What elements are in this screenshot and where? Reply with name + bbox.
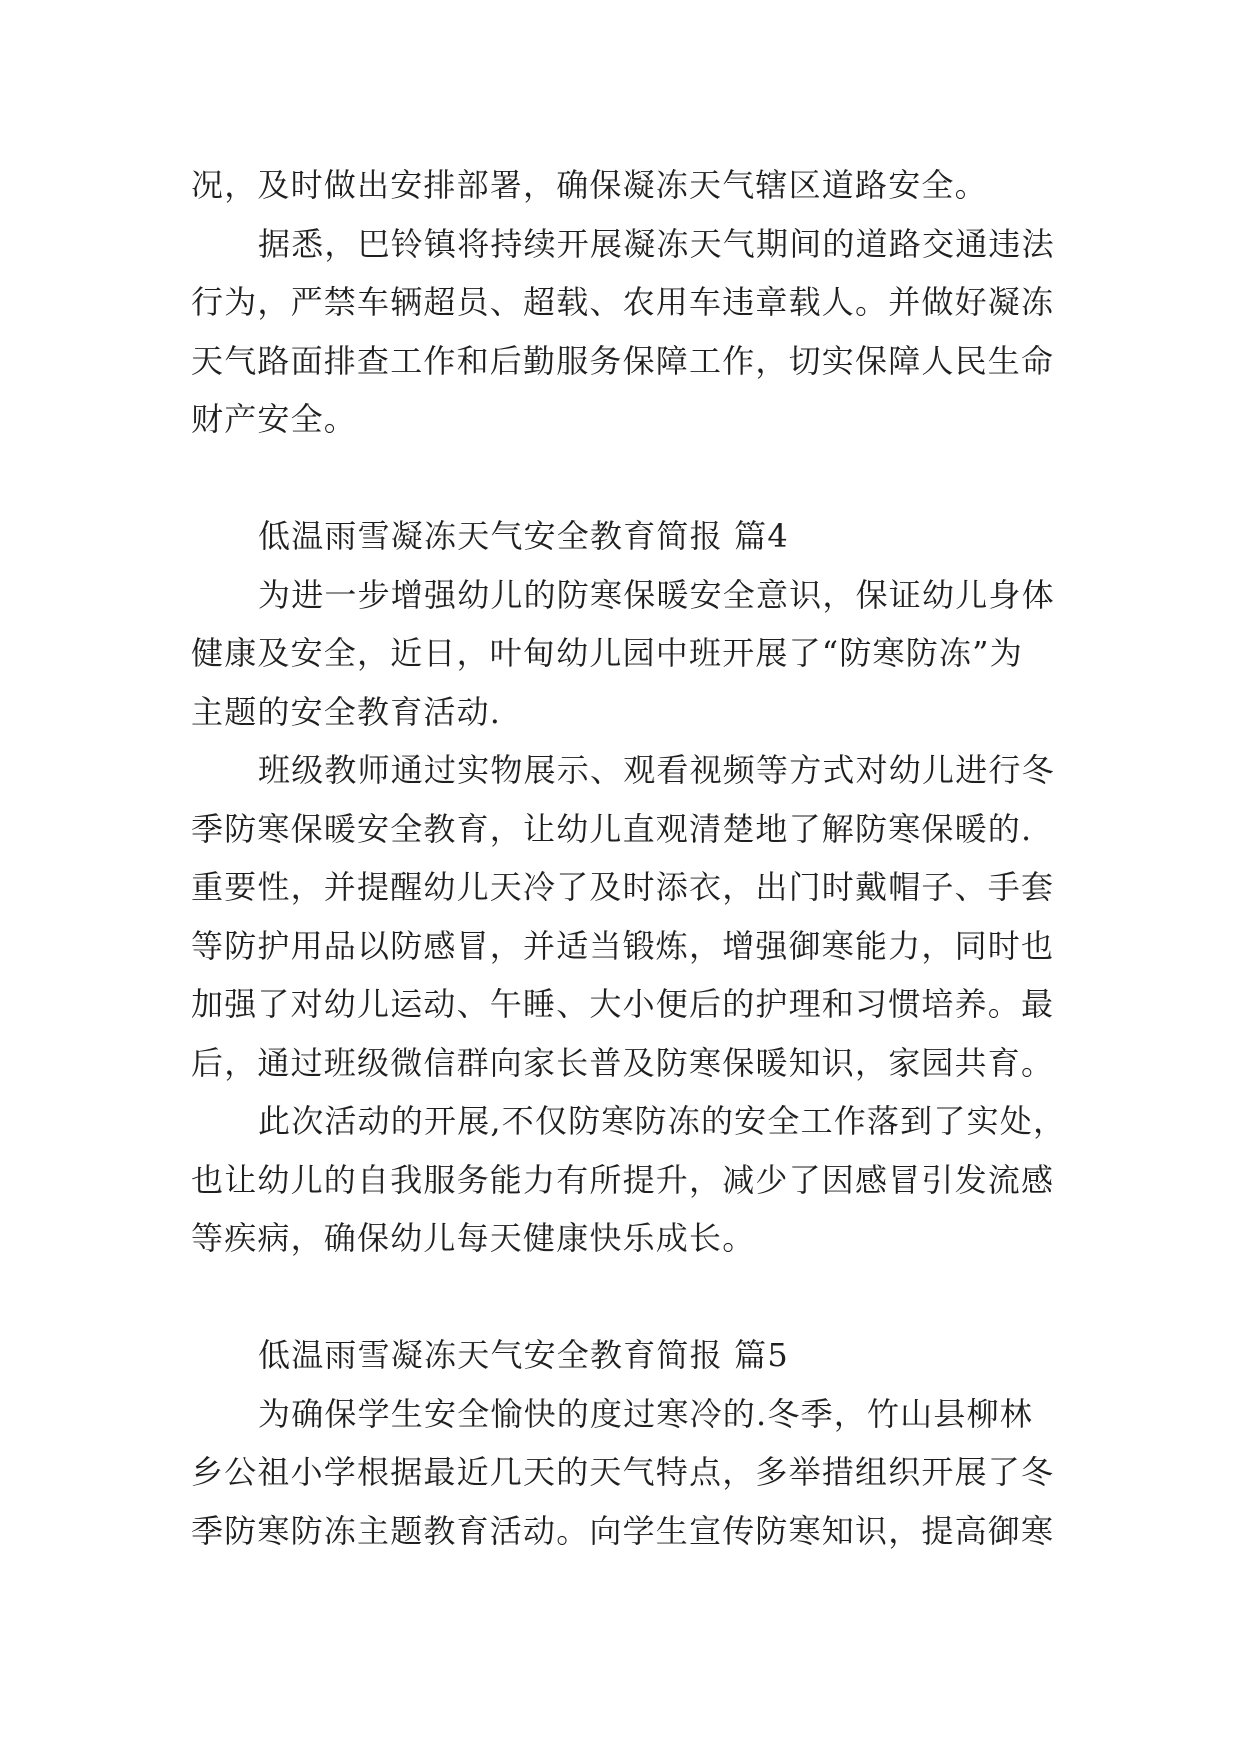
paragraph-line: 主题的安全教育活动. — [191, 692, 502, 731]
paragraph-line: 天气路面排查工作和后勤服务保障工作，切实保障人民生命 — [191, 341, 1055, 380]
paragraph-line: 况，及时做出安排部署，确保凝冻天气辖区道路安全。 — [191, 166, 988, 204]
paragraph-line: 此次活动的开展,不仅防寒防冻的安全工作落到了实处， — [258, 1102, 1067, 1140]
paragraph-line: 后，通过班级微信群向家长普及防寒保暖知识，家园共育。 — [191, 1043, 1055, 1082]
paragraph-line: 为进一步增强幼儿的防寒保暖安全意识，保证幼儿身体 — [258, 575, 1055, 614]
blank-line — [191, 449, 1091, 508]
paragraph-line: 也让幼儿的自我服务能力有所提升，减少了因感冒引发流感 — [191, 1160, 1055, 1199]
paragraph-line: 重要性，并提醒幼儿天冷了及时添衣，出门时戴帽子、手套 — [191, 868, 1055, 906]
paragraph-line: 健康及安全，近日，叶甸幼儿园中班开展了“防寒防冻”为 — [191, 634, 1023, 672]
blank-line — [191, 1268, 1091, 1327]
paragraph-line: 等疾病，确保幼儿每天健康快乐成长。 — [191, 1219, 756, 1257]
section-heading: 低温雨雪凝冻天气安全教育简报 篇5 — [258, 1336, 789, 1374]
paragraph-line: 加强了对幼儿运动、午睡、大小便后的护理和习惯培养。最 — [191, 985, 1055, 1023]
paragraph-line: 行为，严禁车辆超员、超载、农用车违章载人。并做好凝冻 — [191, 283, 1055, 321]
paragraph-line: 据悉，巴铃镇将持续开展凝冻天气期间的道路交通违法 — [258, 224, 1055, 263]
paragraph-line: 为确保学生安全愉快的度过寒冷的.冬季，竹山县柳林 — [258, 1394, 1033, 1433]
paragraph-line: 季防寒保暖安全教育，让幼儿直观清楚地了解防寒保暖的. — [191, 809, 1033, 848]
paragraph-line: 班级教师通过实物展示、观看视频等方式对幼儿进行冬 — [258, 751, 1055, 789]
document-body — [191, 156, 1091, 1560]
paragraph-line: 季防寒防冻主题教育活动。向学生宣传防寒知识，提高御寒 — [191, 1511, 1055, 1550]
paragraph-line: 财产安全。 — [191, 400, 358, 438]
paragraph-line: 乡公祖小学根据最近几天的天气特点，多举措组织开展了冬 — [191, 1453, 1055, 1491]
paragraph-line: 等防护用品以防感冒，并适当锻炼，增强御寒能力，同时也 — [191, 926, 1055, 965]
section-heading: 低温雨雪凝冻天气安全教育简报 篇4 — [258, 517, 789, 555]
